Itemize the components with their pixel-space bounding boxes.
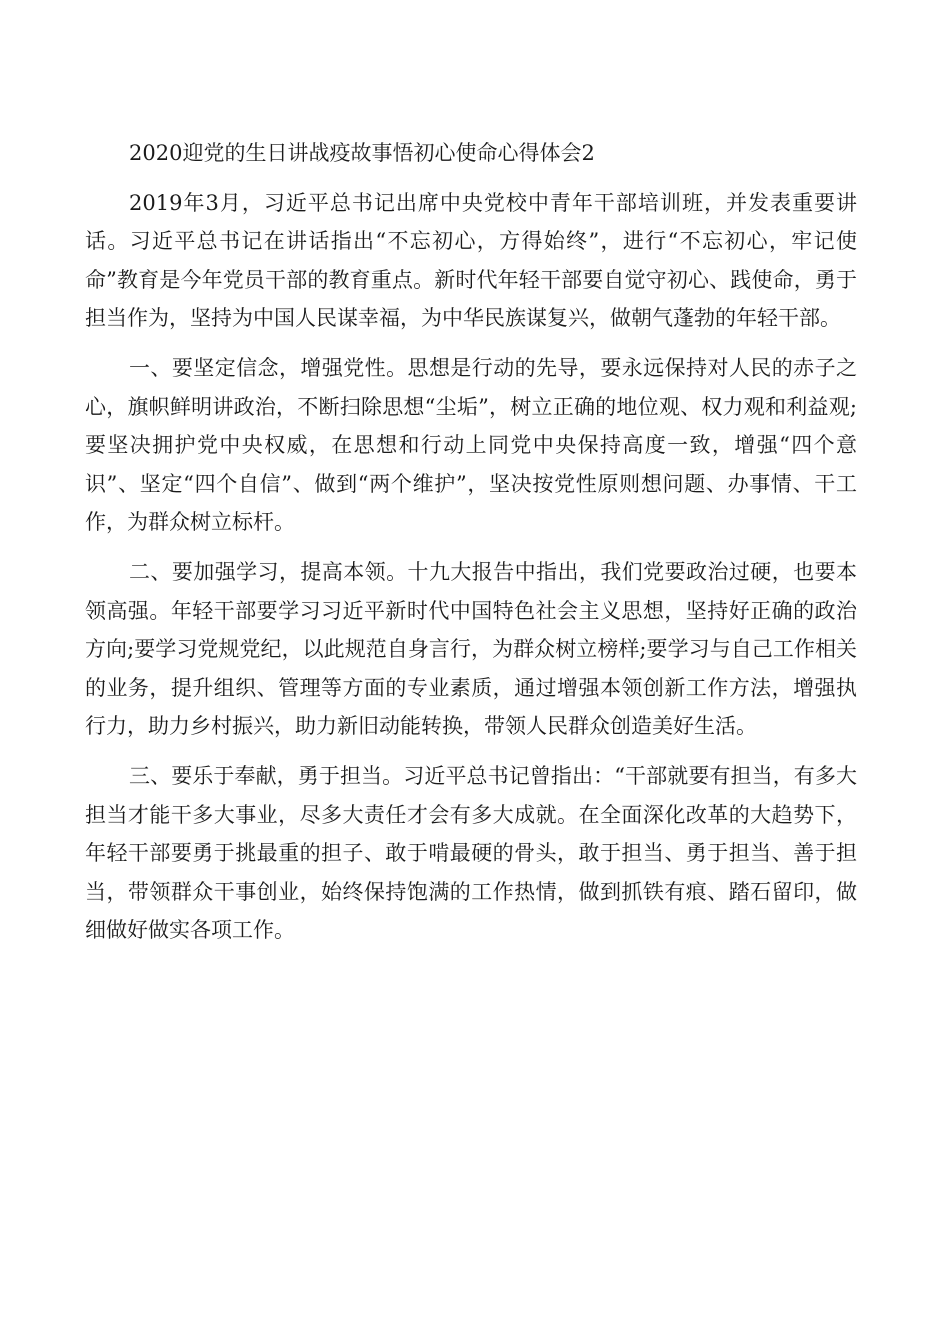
document-body bbox=[85, 134, 857, 961]
paragraph-point-one: 一、要坚定信念，增强党性。思想是行动的先导，要永远保持对人民的赤子之心，旗帜鲜明讲政治，不断扫除思想“尘垢”，树立正确的地位观、权力观和利益观;要坚决拥护党中央权威，在思想和行动上同党中央保持高度一致，增强“四个意识”、坚定“四个自信”、做到“两个维护”，坚决按党性原则想问题、办事情、干工作，为群众树立标杆。 bbox=[85, 355, 857, 535]
paragraph-point-three: 三、要乐于奉献，勇于担当。习近平总书记曾指出：“干部就要有担当，有多大担当才能干多大事业，尽多大责任才会有多大成就。在全面深化改革的大趋势下，年轻干部要勇于挑最重的担子、敢于啃最硬的骨头，敢于担当、勇于担当、善于担当，带领群众干事创业，始终保持饱满的工作热情，做到抓铁有痕、踏石留印，做细做好做实各项工作。 bbox=[85, 763, 857, 943]
paragraph-intro: 2019年3月，习近平总书记出席中央党校中青年干部培训班，并发表重要讲话。习近平总书记在讲话指出“不忘初心，方得始终”，进行“不忘初心，牢记使命”教育是今年党员干部的教育重点。新时代年轻干部要自觉守初心、践使命，勇于担当作为，坚持为中国人民谋幸福，为中华民族谋复兴，做朝气蓬勃的年轻干部。 bbox=[85, 190, 857, 331]
document-title: 2020迎党的生日讲战疫故事悟初心使命心得体会2 bbox=[129, 141, 595, 165]
paragraph-point-two: 二、要加强学习，提高本领。十九大报告中指出，我们党要政治过硬，也要本领高强。年轻干部要学习习近平新时代中国特色社会主义思想，坚持好正确的政治方向;要学习党规党纪，以此规范自身言行，为群众树立榜样;要学习与自己工作相关的业务，提升组织、管理等方面的专业素质，通过增强本领创新工作方法，增强执行力，助力乡村振兴，助力新旧动能转换，带领人民群众创造美好生活。 bbox=[85, 559, 857, 739]
